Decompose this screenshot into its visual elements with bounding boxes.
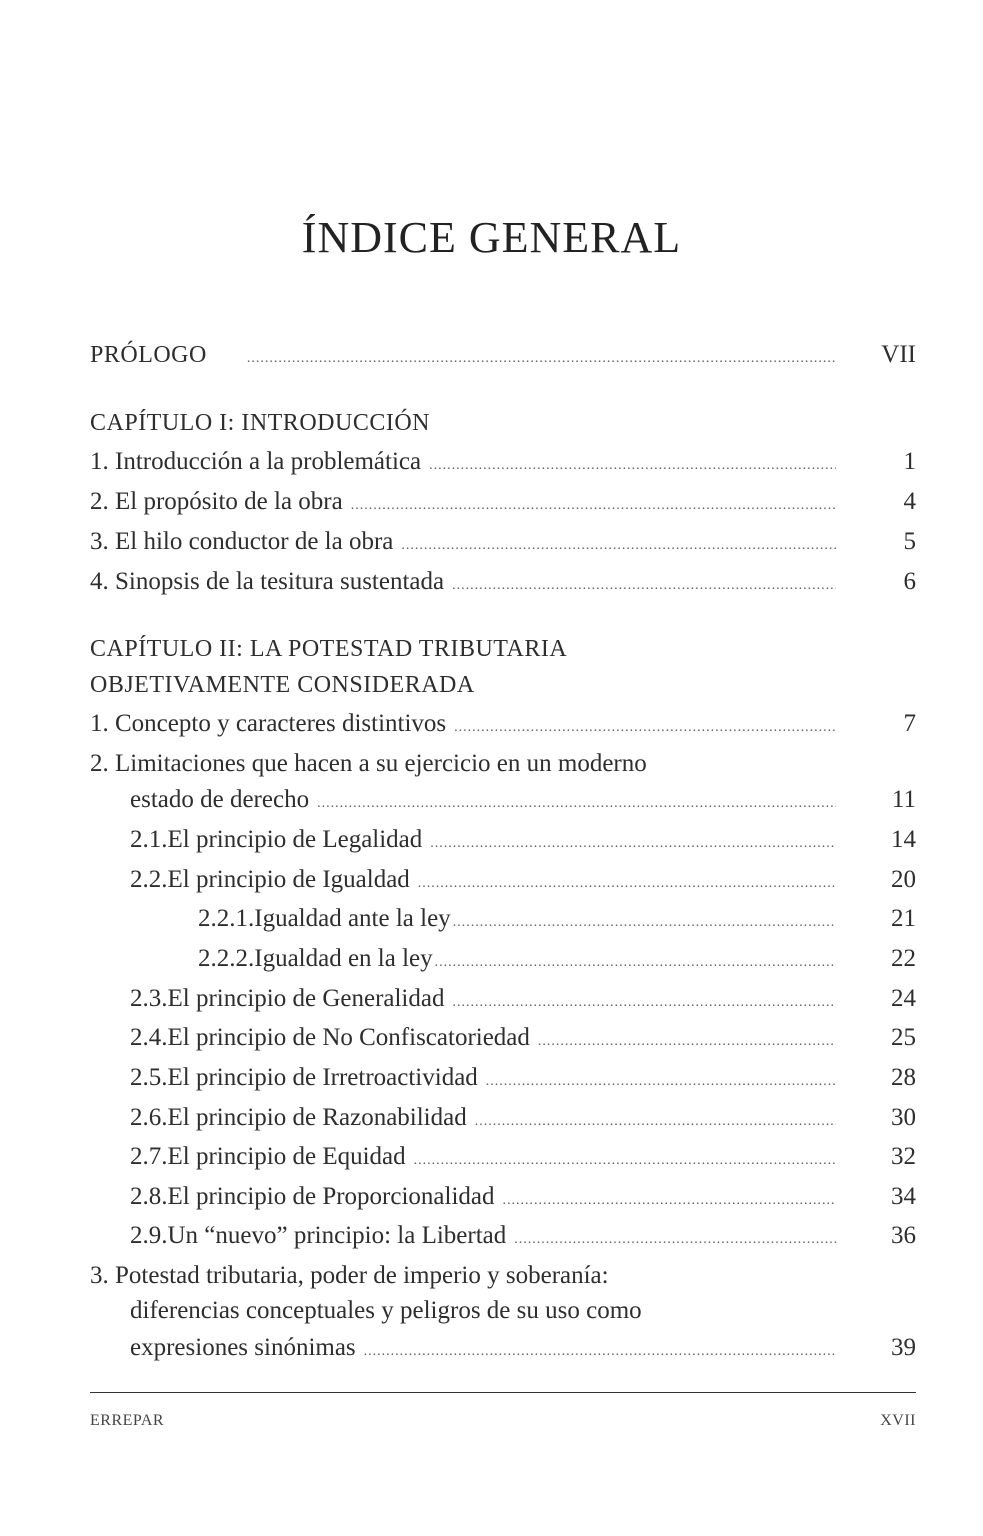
- toc-subsubentry: [198, 904, 916, 938]
- toc-entry-page: 36: [891, 1222, 916, 1249]
- leader-dots: [401, 531, 836, 561]
- toc-entry-label: Igualdad ante la ley: [254, 905, 451, 932]
- footer-rule: [90, 1392, 916, 1393]
- leader-dots: [414, 1146, 836, 1176]
- toc-subentry: [130, 865, 916, 899]
- toc-subentry: [130, 1182, 916, 1216]
- toc-entry-label: El principio de No Confiscatoriedad: [167, 1024, 530, 1051]
- toc-entry-label: El principio de Proporcionalidad: [167, 1183, 495, 1210]
- toc-entry: [90, 447, 916, 481]
- leader-dots: [503, 1186, 836, 1216]
- toc-entry-page: 32: [891, 1143, 916, 1170]
- toc-entry-page: 11: [891, 786, 916, 813]
- footer-page-number: XVII: [880, 1412, 916, 1429]
- toc-entry-label: 1. Introducción a la problemática: [90, 448, 422, 475]
- chapter-heading: CAPÍTULO II: LA POTESTAD TRIBUTARIA: [90, 636, 568, 662]
- footer-publisher: ERREPAR: [90, 1412, 165, 1429]
- toc-entry-page: 21: [891, 905, 916, 932]
- chapter-heading: CAPÍTULO I: INTRODUCCIÓN: [90, 410, 430, 436]
- toc-entry-label: 2. Limitaciones que hacen a su ejercicio en un moderno: [90, 750, 647, 777]
- toc-entry-number: 2.3.: [130, 985, 168, 1012]
- page-title: ÍNDICE GENERAL: [301, 213, 682, 262]
- toc-entry-number: 2.5.: [130, 1064, 168, 1091]
- toc-entry-label: 2. El propósito de la obra: [90, 488, 343, 515]
- leader-dots: [452, 988, 836, 1018]
- toc-entry-label: El principio de Igualdad: [167, 866, 410, 893]
- toc-subentry: [130, 1023, 916, 1057]
- toc-entry-number: 2.6.: [130, 1104, 168, 1131]
- toc-entry-page: 22: [891, 945, 916, 972]
- toc-entry-page: 5: [903, 528, 916, 555]
- toc-entry-page: 7: [903, 710, 916, 737]
- toc-subentry: [130, 1142, 916, 1176]
- toc-entry-label: PRÓLOGO: [90, 342, 207, 368]
- toc-entry-number: 2.1.: [130, 826, 168, 853]
- leader-dots: [351, 491, 836, 521]
- leader-dots: [247, 344, 836, 374]
- toc-entry-label: 3. Potestad tributaria, poder de imperio y soberanía:: [90, 1262, 609, 1289]
- toc-entry-page: 6: [903, 568, 916, 595]
- toc-entry: [90, 527, 916, 561]
- leader-dots: [514, 1225, 836, 1255]
- leader-dots: [452, 571, 836, 601]
- leader-dots: [429, 451, 836, 481]
- toc-entry-label: 3. El hilo conductor de la obra: [90, 528, 394, 555]
- toc-entry-number: 2.2.: [130, 866, 168, 893]
- toc-entry-page: VII: [881, 341, 916, 368]
- toc-entry-label: El principio de Irretroactividad: [167, 1064, 478, 1091]
- leader-dots: [418, 869, 836, 899]
- toc-entry-number: 2.7.: [130, 1143, 168, 1170]
- toc-entry-prologo: [90, 340, 916, 374]
- toc-entry-label-continued: expresiones sinónimas: [130, 1334, 356, 1361]
- toc-entry-label: Igualdad en la ley: [254, 945, 433, 972]
- toc-entry-label: El principio de Generalidad: [167, 985, 445, 1012]
- toc-subsubentry: [198, 944, 916, 978]
- toc-entry-page: 14: [891, 826, 916, 853]
- toc-entry: [130, 1333, 916, 1367]
- toc-entry-page: 20: [891, 866, 916, 893]
- toc-entry-page: 1: [903, 448, 916, 475]
- toc-entry-page: 28: [891, 1064, 916, 1091]
- toc-entry-number: 2.2.1.: [198, 905, 255, 932]
- toc-entry-page: 30: [891, 1104, 916, 1131]
- toc-subentry: [130, 984, 916, 1018]
- toc-entry-label: 4. Sinopsis de la tesitura sustentada: [90, 568, 445, 595]
- toc-subentry: [130, 1103, 916, 1137]
- toc-entry: [90, 709, 916, 743]
- leader-dots: [364, 1337, 836, 1367]
- leader-dots: [430, 829, 836, 859]
- toc-entry-number: 2.8.: [130, 1183, 168, 1210]
- chapter-heading-continued: OBJETIVAMENTE CONSIDERADA: [90, 672, 475, 698]
- toc-entry-page: 24: [891, 985, 916, 1012]
- toc-subentry: [130, 825, 916, 859]
- toc-entry-page: 39: [891, 1334, 916, 1361]
- toc-entry-number: 2.9.: [130, 1222, 168, 1249]
- toc-subentry: [130, 1221, 916, 1255]
- toc-entry-label: El principio de Equidad: [167, 1143, 406, 1170]
- toc-entry-label: El principio de Legalidad: [167, 826, 423, 853]
- leader-dots: [317, 789, 836, 819]
- leader-dots: [475, 1107, 836, 1137]
- toc-entry-page: 4: [903, 488, 916, 515]
- toc-entry-number: 2.4.: [130, 1024, 168, 1051]
- toc-entry-page: 34: [891, 1183, 916, 1210]
- toc-entry-label: Un “nuevo” principio: la Libertad: [167, 1222, 507, 1249]
- leader-dots: [454, 713, 836, 743]
- toc-entry-page: 25: [891, 1024, 916, 1051]
- leader-dots: [538, 1027, 836, 1057]
- toc-entry-label: 1. Concepto y caracteres distintivos: [90, 710, 447, 737]
- toc-subentry: [130, 1063, 916, 1097]
- toc-entry-label-continued: diferencias conceptuales y peligros de su uso como: [130, 1297, 642, 1324]
- toc-entry-label-continued: estado de derecho: [130, 786, 310, 813]
- toc-entry: [90, 487, 916, 521]
- leader-dots: [486, 1067, 836, 1097]
- leader-dots: [435, 948, 836, 978]
- toc-entry: [130, 785, 916, 819]
- toc-entry-label: El principio de Razonabilidad: [167, 1104, 467, 1131]
- leader-dots: [453, 908, 836, 938]
- toc-entry-number: 2.2.2.: [198, 945, 255, 972]
- toc-entry: [90, 567, 916, 601]
